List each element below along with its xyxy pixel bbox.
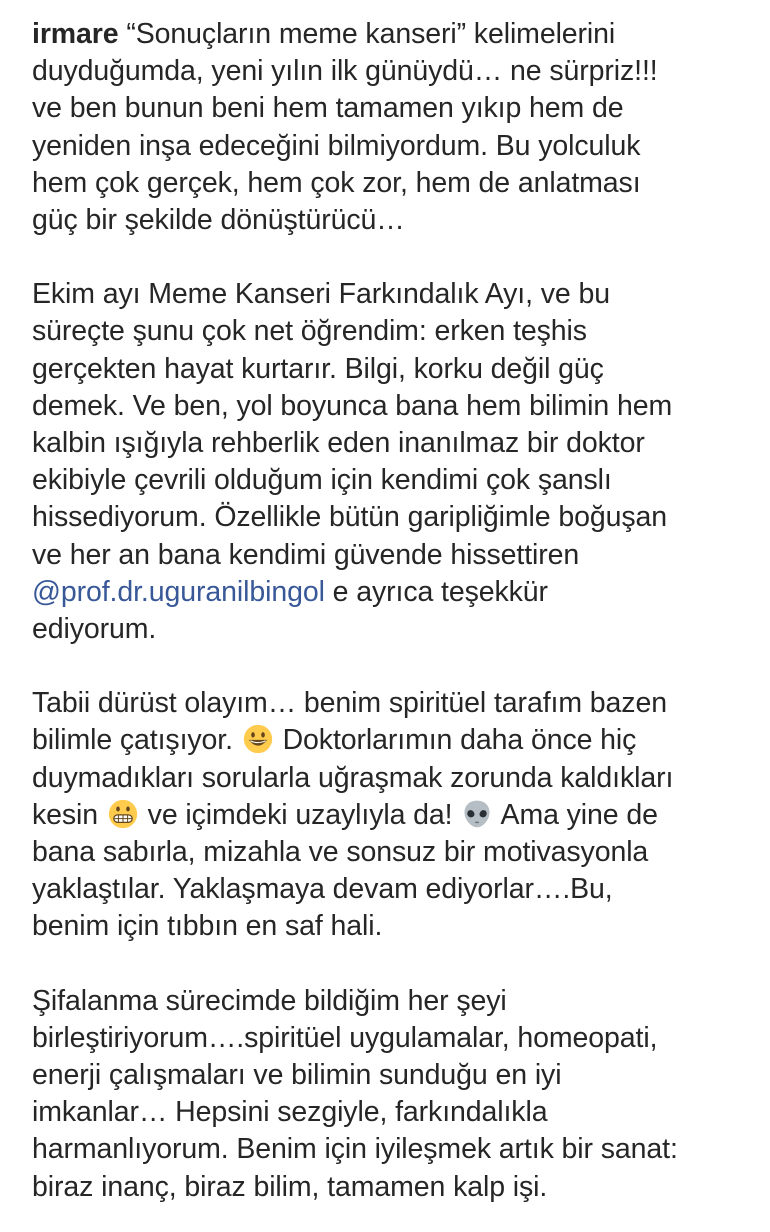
caption-text: ve içimdeki uzaylıyla da! [139, 798, 461, 831]
username-link[interactable]: irmare [32, 18, 119, 50]
caption-text: kesin [32, 798, 106, 831]
caption-line: demek. Ve ben, yol boyunca bana hem bilimin hem [32, 389, 673, 422]
caption-line: duyduğumda, yeni yılın ilk günüydü… ne sürpriz!!! [32, 55, 658, 88]
caption-line: gerçekten hayat kurtarır. Bilgi, korku değil güç [32, 352, 604, 385]
caption-line: kalbin ışığıyla rehberlik eden inanılmaz bir doktor [32, 427, 645, 460]
caption-line [32, 797, 752, 834]
caption-text: Ama yine de [494, 798, 658, 831]
caption-text: bilimle çatışıyor. [32, 724, 241, 757]
caption-line [32, 16, 752, 53]
caption-line: güç bir şekilde dönüştürücü… [32, 204, 405, 237]
caption-line [32, 574, 752, 611]
caption-line: biraz inanç, biraz bilim, tamamen kalp işi. [32, 1170, 548, 1203]
caption-line: ve her an bana kendimi güvende hissettiren [32, 538, 580, 571]
caption-line: Ekim ayı Meme Kanseri Farkındalık Ayı, ve bu [32, 278, 610, 311]
alien-emoji [462, 799, 492, 829]
caption-line: benim için tıbbın en saf hali. [32, 910, 383, 943]
caption-line: enerji çalışmaları ve bilimin sunduğu en iyi [32, 1059, 562, 1092]
caption-paragraph-3 [32, 685, 752, 945]
caption-line: bana sabırla, mizahla ve sonsuz bir motivasyonla [32, 836, 649, 869]
caption-line: hem çok gerçek, hem çok zor, hem de anlatması [32, 166, 641, 199]
caption-line [32, 722, 752, 759]
grinning-face-emoji [243, 724, 273, 754]
caption-text: e ayrıca teşekkür [324, 575, 548, 608]
caption-line: ekibiyle çevrili olduğum için kendimi çok şanslı [32, 464, 612, 497]
caption-text: Doktorlarımın daha önce hiç [274, 724, 637, 757]
caption-line: duymadıkları sorularla uğraşmak zorunda kaldıkları [32, 761, 674, 794]
caption-line: yaklaştılar. Yaklaşmaya devam ediyorlar….Bu, [32, 873, 613, 906]
caption-line: ediyorum. [32, 613, 157, 646]
caption-paragraph-1 [32, 16, 752, 239]
caption-line: Şifalanma sürecimde bildiğim her şeyi [32, 984, 507, 1017]
caption-paragraph-4 [32, 983, 752, 1206]
caption-line: ve ben bunun beni hem tamamen yıkıp hem de [32, 92, 624, 125]
caption-line: süreçte şunu çok net öğrendim: erken teşhis [32, 315, 587, 348]
caption-line: Tabii dürüst olayım… benim spiritüel tarafım bazen [32, 687, 667, 720]
post-caption [32, 16, 752, 1206]
caption-line: imkanlar… Hepsini sezgiyle, farkındalıkla [32, 1096, 548, 1129]
mention-link[interactable]: @prof.dr.uguranilbingol [32, 575, 325, 608]
caption-line: hissediyorum. Özellikle bütün garipliğimle boğuşan [32, 501, 667, 534]
caption-line: harmanlıyorum. Benim için iyileşmek artık bir sanat: [32, 1133, 678, 1166]
caption-text: “Sonuçların meme kanseri” kelimelerini [118, 18, 616, 50]
caption-line: birleştiriyorum….spiritüel uygulamalar, homeopati, [32, 1021, 658, 1054]
grimacing-face-emoji [108, 799, 138, 829]
caption-line: yeniden inşa edeceğini bilmiyordum. Bu yolculuk [32, 129, 641, 162]
caption-paragraph-2 [32, 276, 752, 648]
